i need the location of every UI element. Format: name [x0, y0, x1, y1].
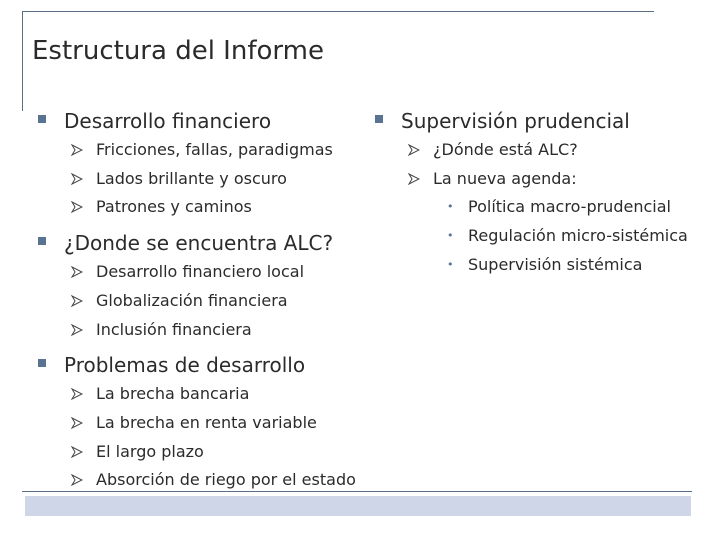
section-heading-text: Desarrollo financiero [64, 109, 272, 133]
list-item-text: La brecha bancaria [96, 384, 250, 404]
list-item-text: Globalización financiera [96, 290, 288, 310]
footer-rule [22, 491, 692, 492]
dot-bullet-icon: • [447, 229, 454, 243]
list-item [38, 165, 378, 194]
list-item [38, 193, 378, 222]
square-bullet-icon [38, 115, 46, 123]
section-heading [38, 228, 378, 258]
arrow-bullet-icon [71, 201, 83, 213]
list-item-text: Desarrollo financiero local [96, 262, 305, 282]
footer-band [25, 496, 691, 516]
list-item [38, 136, 378, 165]
arrow-bullet-icon [71, 144, 83, 156]
arrow-bullet-icon [71, 388, 83, 400]
section-heading [38, 106, 378, 136]
section-heading-text: Supervisión prudencial [401, 109, 630, 133]
square-bullet-icon [38, 359, 46, 367]
sub-list-item-text: Regulación micro-sistémica [468, 226, 688, 246]
dot-bullet-icon: • [447, 200, 454, 214]
list-item [375, 136, 705, 165]
list-item [38, 438, 378, 467]
list-item-text: El largo plazo [96, 441, 204, 461]
list-item [38, 287, 378, 316]
left-column [38, 106, 378, 495]
list-item [38, 409, 378, 438]
list-item-text: Lados brillante y oscuro [96, 168, 287, 188]
list-item [375, 165, 705, 194]
arrow-bullet-icon [71, 266, 83, 278]
list-item-text: Patrones y caminos [96, 197, 252, 217]
list-item-text: ¿Dónde está ALC? [433, 140, 578, 159]
sub-list-item [375, 251, 705, 280]
sub-list-item [375, 222, 705, 251]
left-border-line [22, 11, 23, 111]
sub-list-item [375, 193, 705, 222]
sub-list-item-text: Política macro-prudencial [468, 197, 671, 217]
list-item [38, 258, 378, 287]
list-item-text: Absorción de riego por el estado [96, 470, 356, 490]
arrow-bullet-icon [71, 474, 83, 486]
arrow-bullet-icon [71, 173, 83, 185]
list-item-text: La brecha en renta variable [96, 412, 317, 432]
square-bullet-icon [38, 237, 46, 245]
arrow-bullet-icon [71, 324, 83, 336]
arrow-bullet-icon [71, 417, 83, 429]
sub-list-item-text: Supervisión sistémica [468, 254, 643, 274]
square-bullet-icon [375, 115, 383, 123]
list-item-text: Fricciones, fallas, paradigmas [96, 140, 333, 159]
right-column [375, 106, 705, 280]
section-heading-text: Problemas de desarrollo [64, 353, 306, 378]
arrow-bullet-icon [71, 446, 83, 458]
arrow-bullet-icon [71, 295, 83, 307]
list-item [38, 380, 378, 409]
top-border-line [22, 11, 654, 12]
list-item-text: Inclusión financiera [96, 319, 252, 339]
section-heading [38, 350, 378, 380]
list-item [38, 316, 378, 345]
section-heading [375, 106, 705, 136]
arrow-bullet-icon [408, 144, 420, 156]
slide-title: Estructura del Informe [32, 36, 324, 66]
dot-bullet-icon: • [447, 257, 454, 271]
section-heading-text: ¿Donde se encuentra ALC? [64, 231, 334, 256]
list-item-text: La nueva agenda: [433, 168, 577, 188]
arrow-bullet-icon [408, 173, 420, 185]
